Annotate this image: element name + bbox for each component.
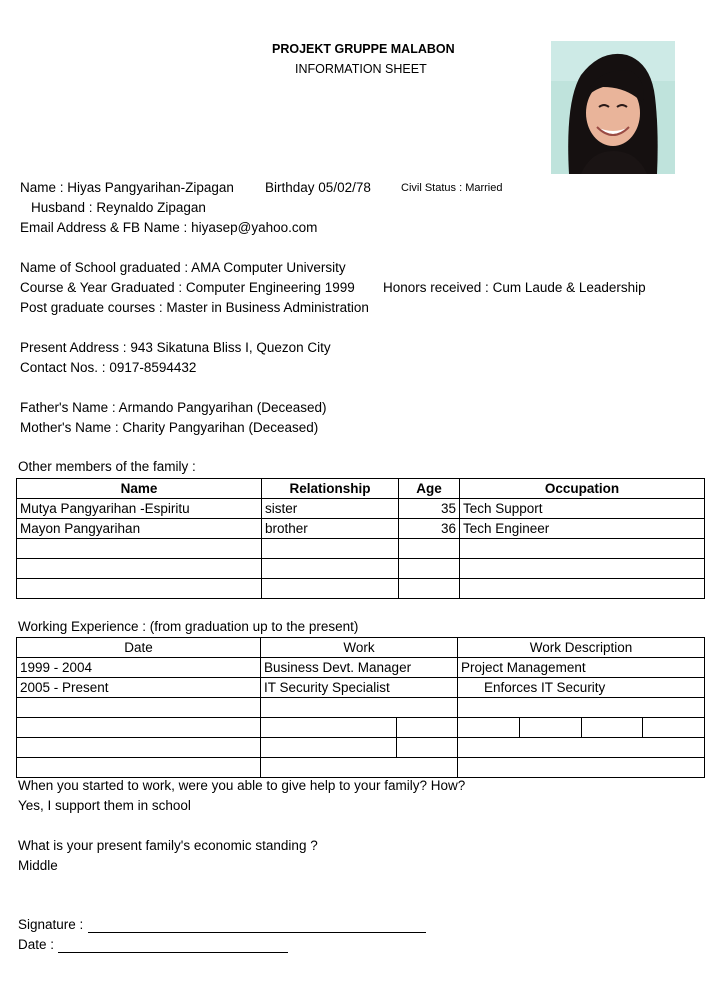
form-subtitle: INFORMATION SHEET [295,62,427,76]
birthday-line [265,180,371,195]
empty-cell [17,579,262,599]
civil-status-line [401,182,503,194]
work-col-description: Work Description [458,638,705,658]
school-label: Name of School graduated : [20,260,189,275]
school-value: AMA Computer University [191,260,346,275]
honors-value: Cum Laude & Leadership [492,280,646,295]
date-line[interactable] [58,952,288,953]
course-line [20,280,355,295]
family-cell-age: 35 [399,499,460,519]
email-line [20,220,317,235]
family-header-row [17,479,705,499]
empty-cell [17,758,261,778]
signature-line[interactable] [88,932,426,933]
empty-cell [261,738,397,758]
work-table [16,637,705,778]
empty-cell [17,539,262,559]
husband-value: Reynaldo Zipagan [96,200,206,215]
family-heading: Other members of the family : [18,459,196,474]
work-header-row [17,638,705,658]
email-label: Email Address & FB Name : [20,220,188,235]
address-value: 943 Sikatuna Bliss I, Quezon City [130,340,331,355]
family-cell-relationship: brother [262,519,399,539]
husband-line [31,200,206,215]
phone-value: 0917-8594432 [109,360,197,375]
table-row [17,519,705,539]
civil-status-value: Married [465,182,503,194]
empty-cell [399,579,460,599]
work-cell-description: Enforces IT Security [458,678,705,698]
phone-line [20,360,196,375]
empty-cell [399,559,460,579]
family-col-occupation: Occupation [460,479,705,499]
school-line [20,260,346,275]
family-col-name: Name [17,479,262,499]
empty-cell [458,718,705,738]
family-col-relationship: Relationship [262,479,399,499]
empty-cell [17,718,261,738]
father-line [20,400,327,415]
postgrad-label: Post graduate courses : [20,300,163,315]
table-row [17,758,705,778]
empty-cell [261,698,458,718]
civil-status-label: Civil Status : [401,182,463,194]
birthday-value: 05/02/78 [318,180,371,195]
work-cell-date: 2005 - Present [17,678,261,698]
empty-cell [17,559,262,579]
honors-label: Honors received : [383,280,489,295]
table-row [17,678,705,698]
family-cell-relationship: sister [262,499,399,519]
empty-cell [261,718,397,738]
mother-value: Charity Pangyarihan (Deceased) [122,420,319,435]
family-cell-occupation: Tech Support [460,499,705,519]
table-row [17,579,705,599]
name-label: Name : [20,180,64,195]
birthday-label: Birthday [265,180,315,195]
course-label: Course & Year Graduated : [20,280,183,295]
applicant-photo [551,41,675,174]
empty-cell [458,758,705,778]
empty-cell [17,698,261,718]
empty-cell [460,579,705,599]
table-row [17,718,705,738]
empty-cell [460,539,705,559]
address-label: Present Address : [20,340,127,355]
mother-line [20,420,318,435]
father-label: Father's Name : [20,400,116,415]
course-value: Computer Engineering 1999 [185,280,355,295]
answer-help-family: Yes, I support them in school [18,798,191,813]
honors-line [383,280,646,295]
empty-cell [397,738,458,758]
empty-cell [262,539,399,559]
phone-label: Contact Nos. : [20,360,106,375]
empty-cell [262,579,399,599]
table-row [17,738,705,758]
postgrad-line [20,300,369,315]
father-value: Armando Pangyarihan (Deceased) [118,400,327,415]
name-value: Hiyas Pangyarihan-Zipagan [67,180,234,195]
family-cell-name: Mutya Pangyarihan -Espiritu [17,499,262,519]
question-help-family: When you started to work, were you able to give help to your family? How? [18,778,466,793]
table-row [17,539,705,559]
mother-label: Mother's Name : [20,420,119,435]
email-value: hiyasep@yahoo.com [191,220,318,235]
table-row [17,559,705,579]
table-row [17,658,705,678]
family-table [16,478,705,599]
empty-cell [460,559,705,579]
question-economic-standing: What is your present family's economic standing ? [18,838,318,853]
empty-cell [261,758,458,778]
husband-label: Husband : [31,200,93,215]
empty-cell [399,539,460,559]
family-col-age: Age [399,479,460,499]
date-label: Date : [18,937,55,952]
empty-cell [397,718,458,738]
address-line [20,340,331,355]
signature-label: Signature : [18,917,84,932]
work-cell-date: 1999 - 2004 [17,658,261,678]
work-cell-work: IT Security Specialist [261,678,458,698]
empty-cell [458,698,705,718]
form-title: PROJEKT GRUPPE MALABON [272,42,455,56]
answer-economic-standing: Middle [18,858,58,873]
table-row [17,698,705,718]
work-cell-work: Business Devt. Manager [261,658,458,678]
work-col-date: Date [17,638,261,658]
postgrad-value: Master in Business Administration [166,300,369,315]
empty-cell [262,559,399,579]
table-row [17,499,705,519]
family-cell-age: 36 [399,519,460,539]
empty-cell [458,738,705,758]
name-line [20,180,234,195]
work-cell-description: Project Management [458,658,705,678]
family-cell-name: Mayon Pangyarihan [17,519,262,539]
work-col-work: Work [261,638,458,658]
work-heading: Working Experience : (from graduation up to the present) [18,619,359,634]
family-cell-occupation: Tech Engineer [460,519,705,539]
empty-cell [17,738,261,758]
